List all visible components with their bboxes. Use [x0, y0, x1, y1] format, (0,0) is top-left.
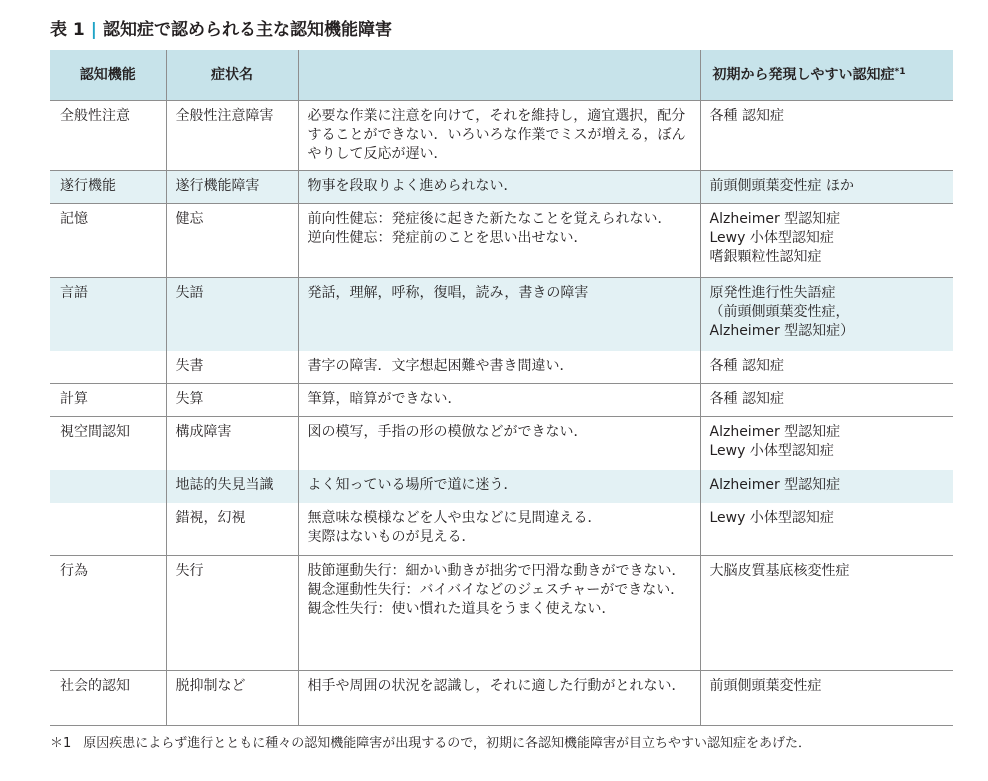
table-row [50, 171, 953, 204]
table-row [50, 556, 953, 671]
table-row [50, 101, 953, 171]
cell-symptom-name: 地誌的失見当識 [166, 470, 298, 503]
header-description [298, 50, 700, 101]
cell-symptom-name: 健忘 [166, 204, 298, 278]
cell-early-dementia: 原発性進行性失語症 （前頭側頭葉変性症， Alzheimer 型認知症） [700, 278, 953, 351]
cell-symptom-name: 失算 [166, 384, 298, 417]
cell-cognitive-function [50, 503, 166, 556]
cell-description: 書字の障害．文字想起困難や書き間違い． [298, 351, 700, 384]
cell-symptom-name: 構成障害 [166, 417, 298, 470]
cell-description: 無意味な模様などを人や虫などに見間違える． 実際はないものが見える． [298, 503, 700, 556]
cell-description: 図の模写，手指の形の模倣などができない． [298, 417, 700, 470]
cell-early-dementia: 各種 認知症 [700, 101, 953, 171]
cell-early-dementia: Alzheimer 型認知症 Lewy 小体型認知症 [700, 417, 953, 470]
table-row [50, 384, 953, 417]
cell-description: 相手や周囲の状況を認識し，それに適した行動がとれない． [298, 671, 700, 726]
table-row [50, 351, 953, 384]
cell-description: 必要な作業に注意を向けて，それを維持し，適宜選択，配分することができない．いろいろな作業でミスが増える，ぼんやりして反応が遅い． [298, 101, 700, 171]
footnote-text: 原因疾患によらず進行とともに種々の認知機能障害が出現するので，初期に各認知機能障害が目立ちやすい認知症をあげた． [83, 736, 812, 751]
table-row [50, 503, 953, 556]
table-row [50, 204, 953, 278]
cell-early-dementia: Lewy 小体型認知症 [700, 503, 953, 556]
cell-early-dementia: Alzheimer 型認知症 [700, 470, 953, 503]
cell-cognitive-function [50, 351, 166, 384]
table-body [50, 101, 953, 726]
cell-early-dementia: 前頭側頭葉変性症 [700, 671, 953, 726]
cell-symptom-name: 遂行機能障害 [166, 171, 298, 204]
cell-description: 肢節運動失行：細かい動きが拙劣で円滑な動きができない． 観念運動性失行：バイバイなどのジェスチャーができない． 観念性失行：使い慣れた道具をうまく使えない． [298, 556, 700, 671]
header-early-dementia-label: 初期から発現しやすい認知症 [712, 66, 895, 83]
cell-description: 前向性健忘：発症後に起きた新たなことを覚えられない． 逆向性健忘：発症前のことを思い出せない． [298, 204, 700, 278]
table-row [50, 671, 953, 726]
table-title [50, 15, 392, 40]
cell-description: 発話，理解，呼称，復唱，読み，書きの障害 [298, 278, 700, 351]
cell-cognitive-function: 計算 [50, 384, 166, 417]
cell-description: 筆算，暗算ができない． [298, 384, 700, 417]
cell-cognitive-function: 視空間認知 [50, 417, 166, 470]
cell-early-dementia: 大脳皮質基底核変性症 [700, 556, 953, 671]
header-footnote-mark: *1 [894, 66, 906, 77]
table-row [50, 417, 953, 470]
cell-description: 物事を段取りよく進められない． [298, 171, 700, 204]
cognitive-function-table [50, 50, 953, 726]
cell-early-dementia: Alzheimer 型認知症 Lewy 小体型認知症 嗜銀顆粒性認知症 [700, 204, 953, 278]
cell-cognitive-function: 遂行機能 [50, 171, 166, 204]
cell-early-dementia: 前頭側頭葉変性症 ほか [700, 171, 953, 204]
cell-cognitive-function: 全般性注意 [50, 101, 166, 171]
cell-early-dementia: 各種 認知症 [700, 384, 953, 417]
cell-symptom-name: 失語 [166, 278, 298, 351]
cell-symptom-name: 錯視，幻視 [166, 503, 298, 556]
cell-cognitive-function: 言語 [50, 278, 166, 351]
table-row [50, 470, 953, 503]
footnote [50, 732, 811, 751]
cell-symptom-name: 失書 [166, 351, 298, 384]
header-early-dementia [700, 50, 953, 101]
cell-description: よく知っている場所で道に迷う． [298, 470, 700, 503]
cell-symptom-name: 脱抑制など [166, 671, 298, 726]
table-row [50, 278, 953, 351]
header-symptom-name: 症状名 [166, 50, 298, 101]
cell-cognitive-function [50, 470, 166, 503]
table-number: 表 1 [50, 20, 85, 40]
cell-cognitive-function: 記憶 [50, 204, 166, 278]
cell-cognitive-function: 行為 [50, 556, 166, 671]
header-cognitive-function: 認知機能 [50, 50, 166, 101]
cell-early-dementia: 各種 認知症 [700, 351, 953, 384]
cell-cognitive-function: 社会的認知 [50, 671, 166, 726]
footnote-mark: ＊1 [50, 736, 72, 751]
table-title-text: 認知症で認められる主な認知機能障害 [102, 20, 392, 40]
cell-symptom-name: 全般性注意障害 [166, 101, 298, 171]
cell-symptom-name: 失行 [166, 556, 298, 671]
header-row [50, 50, 953, 101]
title-separator: | [90, 20, 97, 40]
